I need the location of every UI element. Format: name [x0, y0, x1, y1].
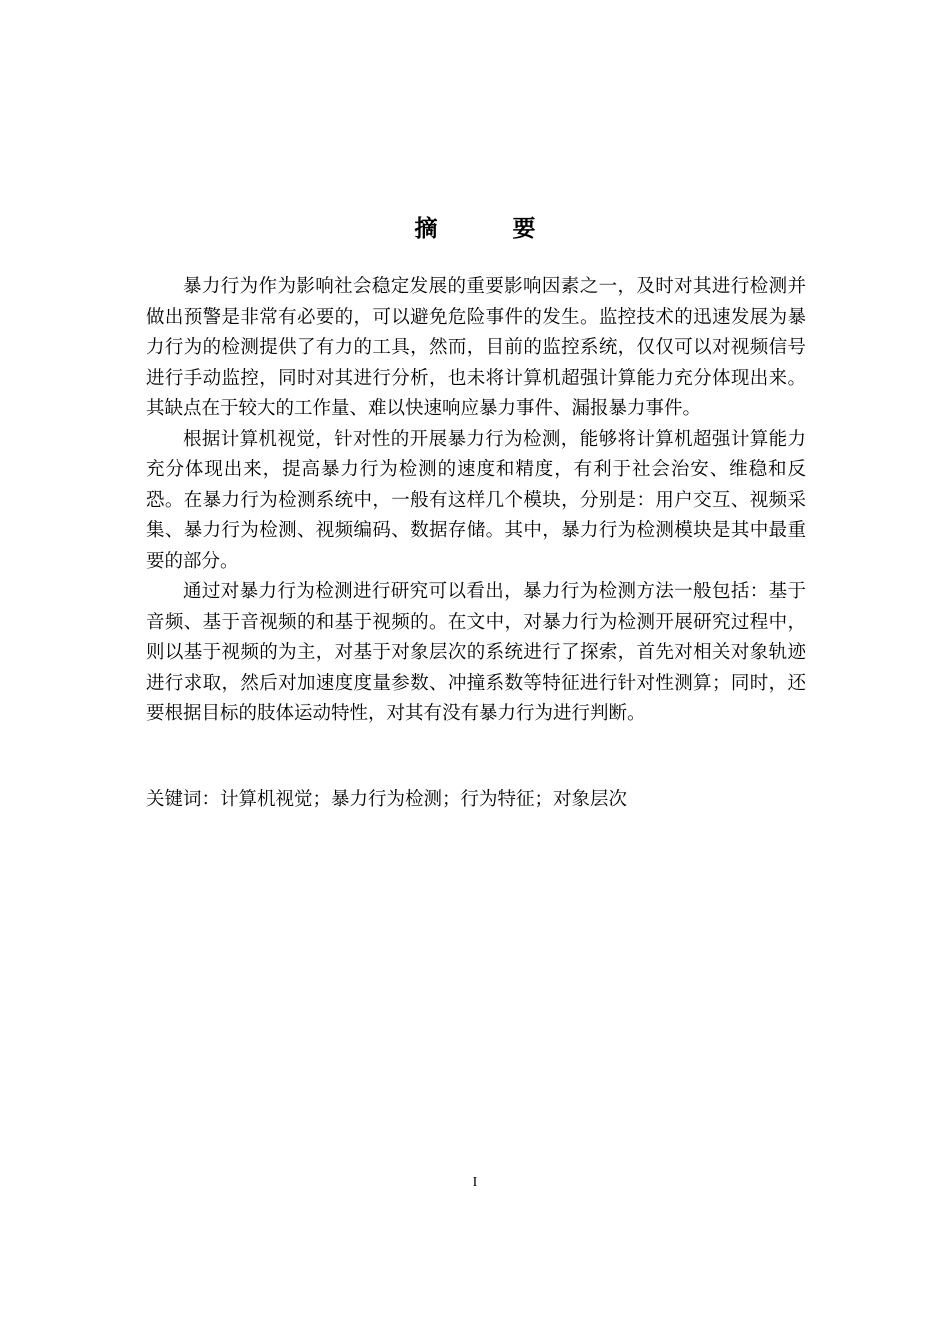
keywords-line	[146, 785, 806, 815]
keywords-terms: 计算机视觉；暴力行为检测；行为特征；对象层次	[220, 789, 628, 810]
abstract-body	[146, 272, 806, 730]
page-number: I	[472, 1175, 478, 1190]
keywords-label: 关键词：	[146, 789, 221, 810]
abstract-paragraph-3: 通过对暴力行为检测进行研究可以看出，暴力行为检测方法一般包括：基于音频、基于音视频的和基于视频的。在文中，对暴力行为检测开展研究过程中，则以基于视频的为主，对基于对象层次的系统进行了探索，首先对相关对象轨迹进行求取，然后对加速度度量参数、冲撞系数等特征进行针对性测算；同时，还要根据目标的肢体运动特性，对其有没有暴力行为进行判断。	[146, 581, 806, 724]
abstract-paragraph-1: 暴力行为作为影响社会稳定发展的重要影响因素之一，及时对其进行检测并做出预警是非常有必要的，可以避免危险事件的发生。监控技术的迅速发展为暴力行为的检测提供了有力的工具，然而，目前的监控系统，仅仅可以对视频信号进行手动监控，同时对其进行分析，也未将计算机超强计算能力充分体现出来。其缺点在于较大的工作量、难以快速响应暴力事件、漏报暴力事件。	[146, 276, 806, 419]
page-title: 摘 要	[414, 216, 562, 242]
abstract-paragraph-2: 根据计算机视觉，针对性的开展暴力行为检测，能够将计算机超强计算能力充分体现出来，提高暴力行为检测的速度和精度，有利于社会治安、维稳和反恐。在暴力行为检测系统中，一般有这样几个模块，分别是：用户交互、视频采集、暴力行为检测、视频编码、数据存储。其中，暴力行为检测模块是其中最重要的部分。	[146, 428, 806, 572]
